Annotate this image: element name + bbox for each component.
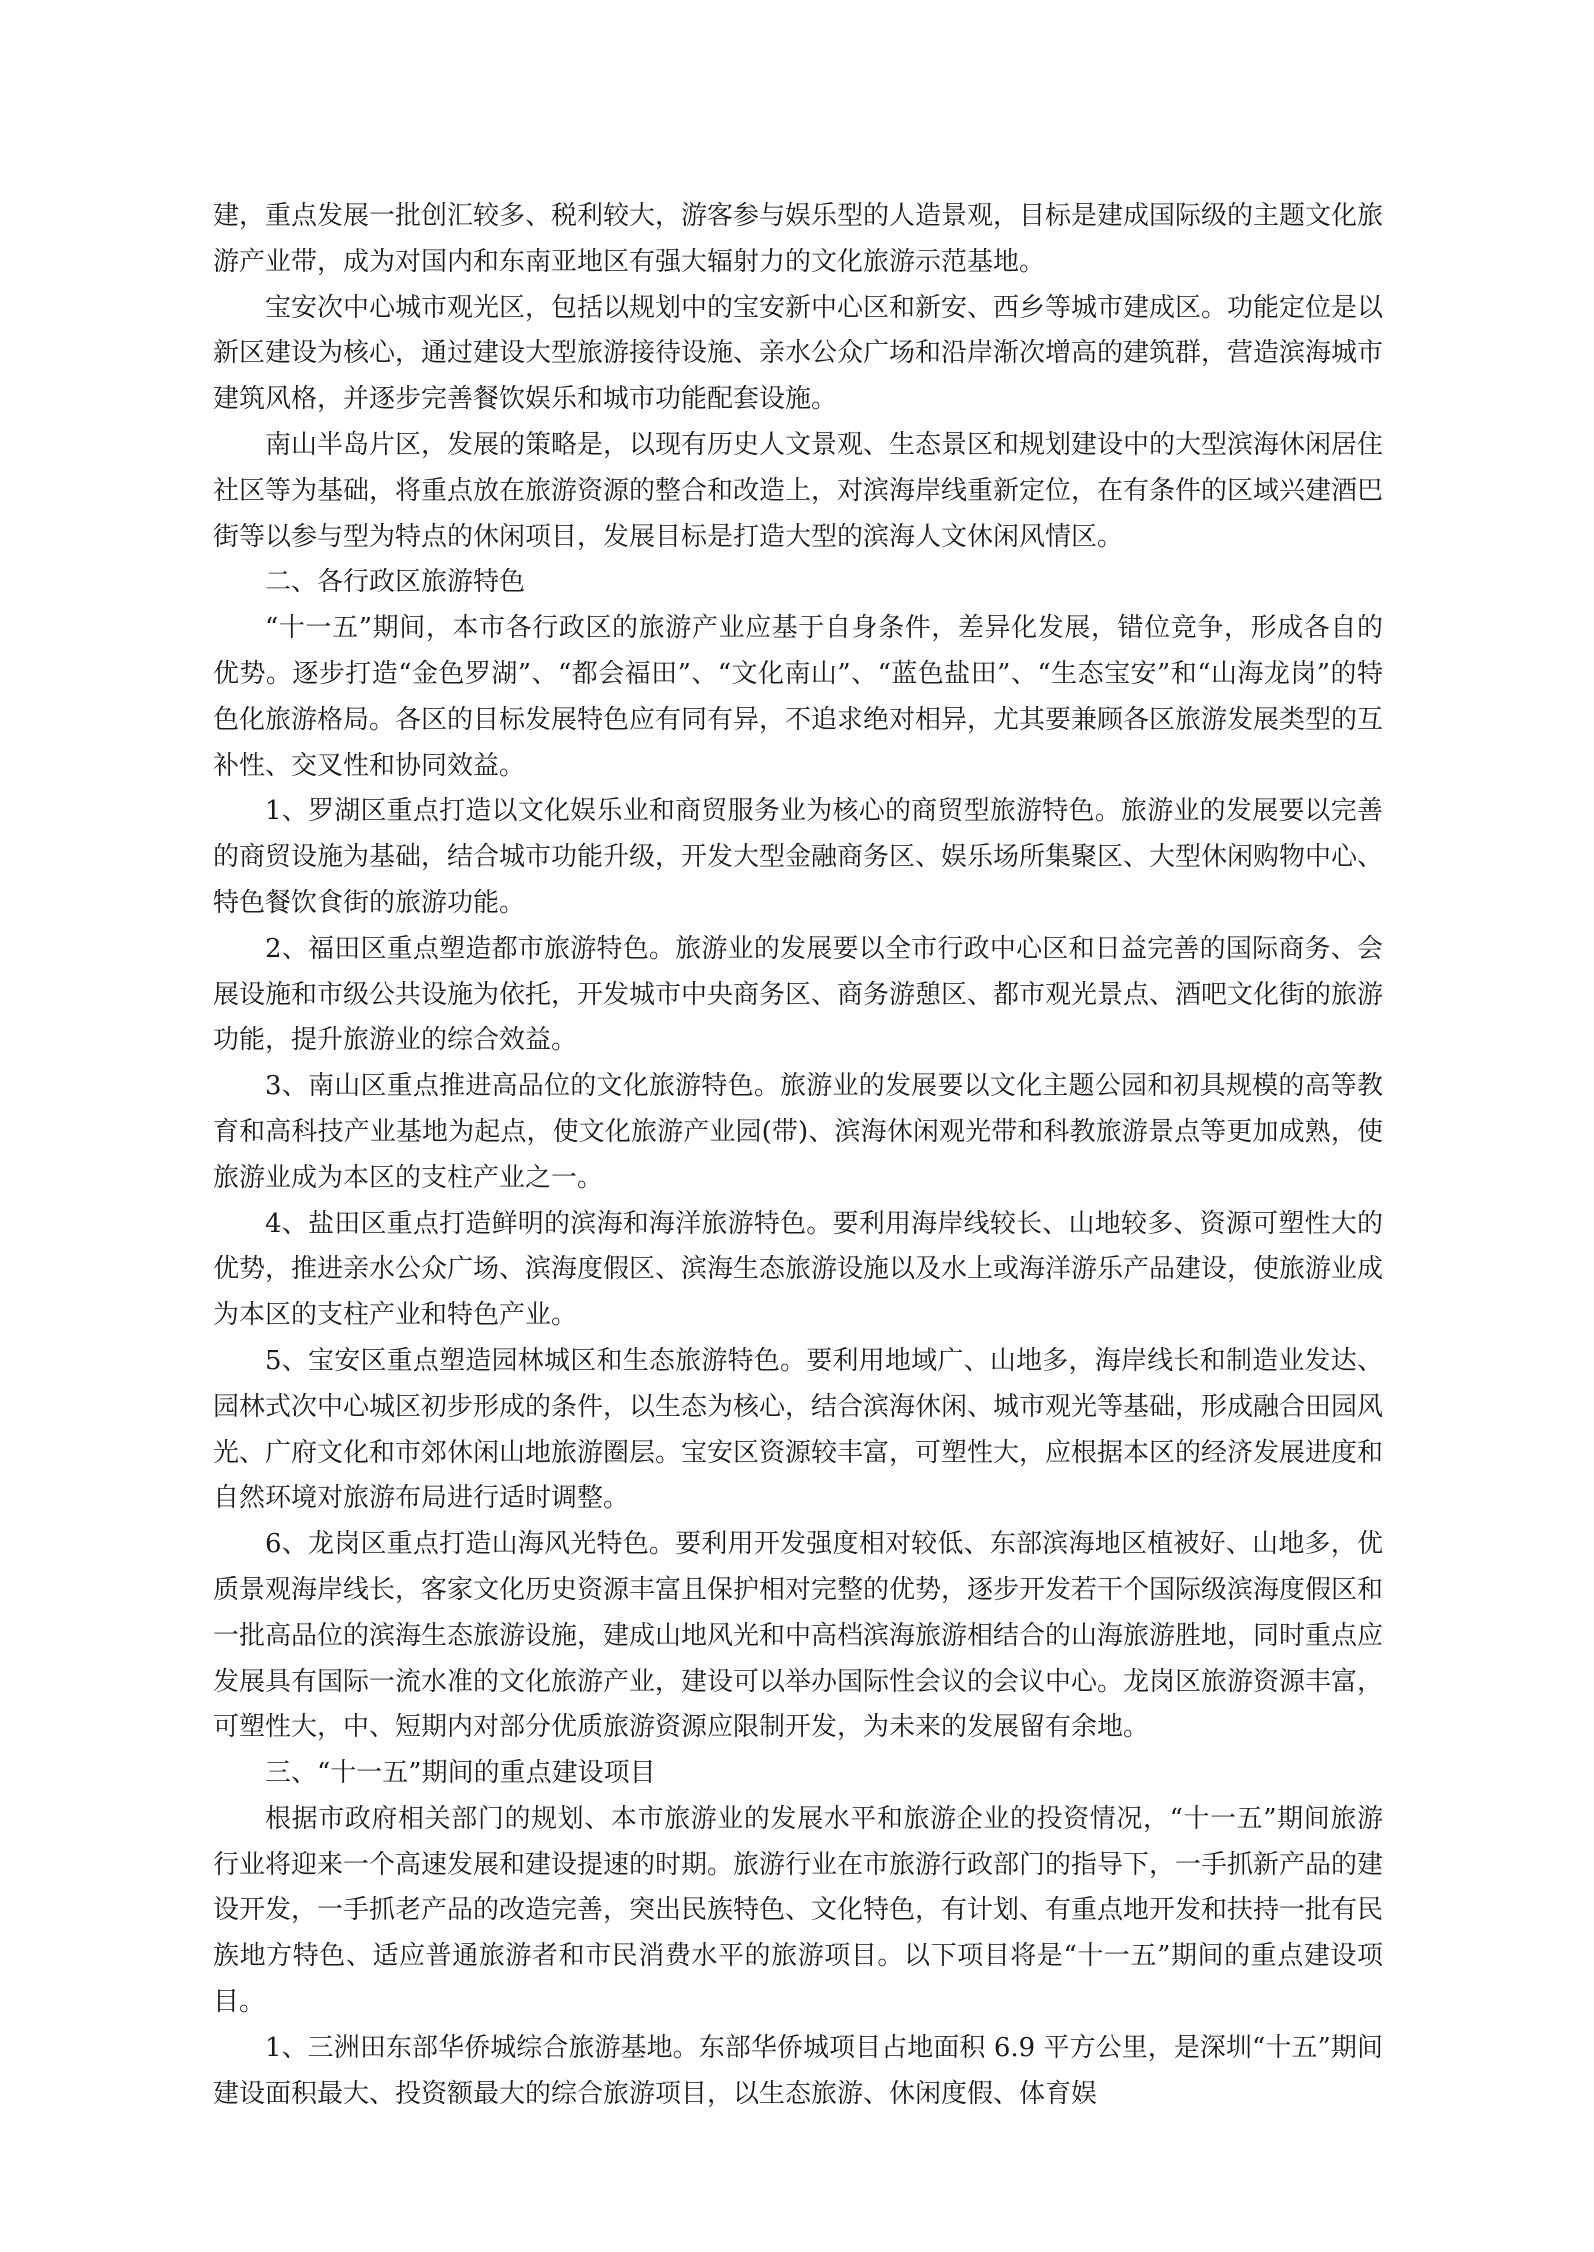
paragraph-nanshan-peninsula: 南山半岛片区，发展的策略是，以现有历史人文景观、生态景区和规划建设中的大型滨海休闲居住社区等为基础，将重点放在旅游资源的整合和改造上，对滨海岸线重新定位，在有条件的区域兴建酒巴街等以参与型为特点的休闲项目，发展目标是打造大型的滨海人文休闲风情区。 [213,429,1384,552]
paragraph-project-1: 1、三洲田东部华侨城综合旅游基地。东部华侨城项目占地面积 6.9 平方公里，是深圳“十五”期间建设面积最大、投资额最大的综合旅游项目，以生态旅游、休闲度假、体育娱 [213,2032,1383,2109]
section-heading-3: 三、“十一五”期间的重点建设项目 [265,1758,656,1789]
paragraph-key-projects-intro: 根据市政府相关部门的规划、本市旅游业的发展水平和旅游企业的投资情况，“十一五”期间旅游行业将迎来一个高速发展和建设提速的时期。旅游行业在市旅游行政部门的指导下，一手抓新产品的建设开发，一手抓老产品的改造完善，突出民族特色、文化特色，有计划、有重点地开发和扶持一批有民族地方特色、适应普通旅游者和市民消费水平的旅游项目。以下项目将是“十一五”期间的重点建设项目。 [213,1803,1384,2018]
paragraph-baoan-sightseeing: 宝安次中心城市观光区，包括以规划中的宝安新中心区和新安、西乡等城市建成区。功能定位是以新区建设为核心，通过建设大型旅游接待设施、亲水公众广场和沿岸渐次增高的建筑群，营造滨海城市建筑风格，并逐步完善餐饮娱乐和城市功能配套设施。 [213,292,1384,415]
paragraph-luohu: 1、罗湖区重点打造以文化娱乐业和商贸服务业为核心的商贸型旅游特色。旅游业的发展要以完善的商贸设施为基础，结合城市功能升级，开发大型金融商务区、娱乐场所集聚区、大型休闲购物中心、特色餐饮食街的旅游功能。 [213,796,1384,918]
section-heading-2: 二、各行政区旅游特色 [265,567,526,598]
paragraph-nanshan: 3、南山区重点推进高品位的文化旅游特色。旅游业的发展要以文化主题公园和初具规模的高等教育和高科技产业基地为起点，使文化旅游产业园(带)、滨海休闲观光带和科教旅游景点等更加成熟，使旅游业成为本区的支柱产业之一。 [213,1071,1383,1193]
paragraph-yantian: 4、盐田区重点打造鲜明的滨海和海洋旅游特色。要利用海岸线较长、山地较多、资源可塑性大的优势，推进亲水公众广场、滨海度假区、滨海生态旅游设施以及水上或海洋游乐产品建设，使旅游业成为本区的支柱产业和特色产业。 [213,1208,1384,1331]
paragraph-futian: 2、福田区重点塑造都市旅游特色。旅游业的发展要以全市行政中心区和日益完善的国际商务、会展设施和市级公共设施为依托，开发城市中央商务区、商务游憩区、都市观光景点、酒吧文化街的旅游功能，提升旅游业的综合效益。 [213,933,1384,1056]
paragraph-longgang: 6、龙岗区重点打造山海风光特色。要利用开发强度相对较低、东部滨海地区植被好、山地多，优质景观海岸线长，客家文化历史资源丰富且保护相对完整的优势，逐步开发若干个国际级滨海度假区和一批高品位的滨海生态旅游设施，建成山地风光和中高档滨海旅游相结合的山海旅游胜地，同时重点应发展具有国际一流水准的文化旅游产业，建设可以举办国际性会议的会议中心。龙岗区旅游资源丰富，可塑性大，中、短期内对部分优质旅游资源应限制开发，为未来的发展留有余地。 [213,1529,1384,1743]
paragraph-district-overview: “十一五”期间，本市各行政区的旅游产业应基于自身条件，差异化发展，错位竞争，形成各自的优势。逐步打造“金色罗湖”、“都会福田”、“文化南山”、“蓝色盐田”、“生态宝安”和“山海龙岗”的特色化旅游格局。各区的目标发展特色应有同有异，不追求绝对相异，尤其要兼顾各区旅游发展类型的互补性、交叉性和协同效益。 [213,613,1384,781]
paragraph-continuation: 建，重点发展一批创汇较多、税利较大，游客参与娱乐型的人造景观，目标是建成国际级的主题文化旅游产业带，成为对国内和东南亚地区有强大辐射力的文化旅游示范基地。 [213,201,1384,277]
paragraph-baoan: 5、宝安区重点塑造园林城区和生态旅游特色。要利用地域广、山地多，海岸线长和制造业发达、园林式次中心城区初步形成的条件，以生态为核心，结合滨海休闲、城市观光等基础，形成融合田园风光、广府文化和市郊休闲山地旅游圈层。宝安区资源较丰富，可塑性大，应根据本区的经济发展进度和自然环境对旅游布局进行适时调整。 [213,1345,1384,1514]
document-body [213,194,1383,2117]
